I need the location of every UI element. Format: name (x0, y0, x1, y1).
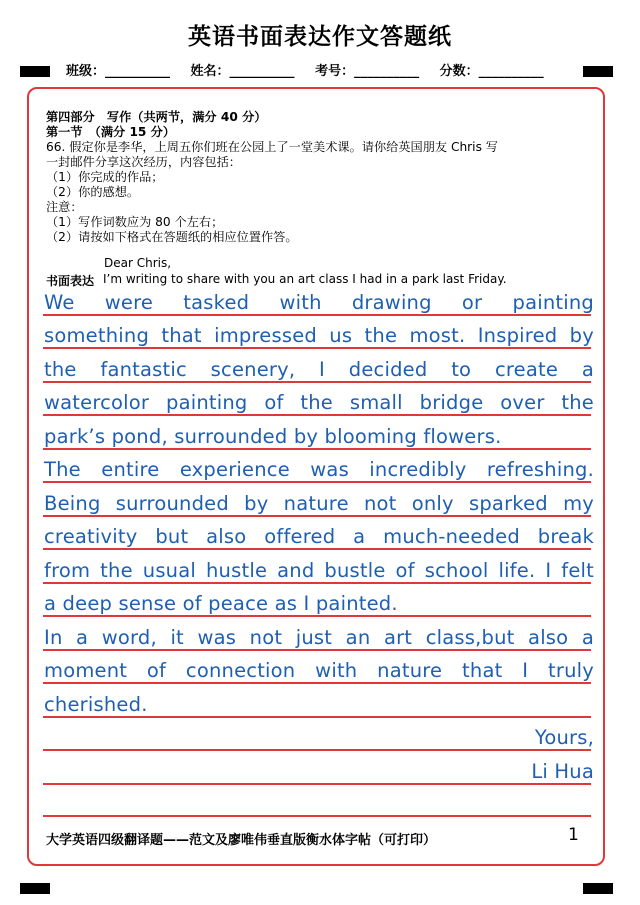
opening-sentence: I’m writing to share with you an art class I had in a park last Friday. (103, 272, 507, 286)
corner-mark-top-left (20, 66, 50, 77)
essay-line: moment of connection with nature that I truly (44, 659, 594, 682)
essay-line: In a word, it was not just an art class,but also a (44, 626, 594, 649)
ruled-line (43, 783, 591, 785)
essay-line: from the usual hustle and bustle of school life. I felt (44, 559, 594, 582)
ruled-line (43, 815, 591, 817)
essay-line: a deep sense of peace as I painted. (44, 592, 398, 615)
section-label: 书面表达 (46, 274, 95, 288)
closing: Yours, (534, 726, 594, 749)
ruled-line (43, 448, 591, 450)
ruled-line (43, 414, 591, 416)
prompt-line: （1）你完成的作品； (46, 170, 164, 184)
essay-line: watercolor painting of the small bridge over the (44, 391, 594, 414)
corner-mark-bottom-left (20, 883, 50, 894)
essay-line: something that impressed us the most. Inspired by (44, 324, 594, 347)
student-info-row (66, 60, 560, 79)
ruled-line (43, 314, 591, 316)
prompt-line: 第四部分 写作（共两节，满分 40 分） (46, 110, 267, 124)
prompt-line: （2）请按如下格式在答题纸的相应位置作答。 (46, 230, 298, 244)
ruled-line (43, 716, 591, 718)
corner-mark-top-right (583, 66, 613, 77)
essay-line: park’s pond, surrounded by blooming flowers. (44, 425, 502, 448)
ruled-line (43, 682, 591, 684)
writing-prompt (46, 110, 606, 245)
essay-line: cherished. (44, 693, 148, 716)
essay-line: the fantastic scenery, I decided to create a (44, 358, 594, 381)
ruled-line (43, 381, 591, 383)
prompt-line: 第一节 （满分 15 分） (46, 125, 176, 139)
prompt-line: （2）你的感想。 (46, 185, 140, 199)
prompt-line: （1）写作词数应为 80 个左右； (46, 215, 224, 229)
prompt-line: 一封邮件分享这次经历，内容包括： (46, 155, 241, 169)
prompt-line: 66. 假定你是李华，上周五你们班在公园上了一堂美术课。请你给英国朋友 Chris 写 (46, 140, 498, 154)
exam-number-field[interactable]: 考号：__________ (315, 64, 420, 79)
ruled-line (43, 347, 591, 349)
ruled-line (43, 615, 591, 617)
corner-mark-bottom-right (583, 883, 613, 894)
class-field[interactable]: 班级：__________ (66, 64, 171, 79)
essay-line: We were tasked with drawing or painting (44, 291, 594, 314)
name-field[interactable]: 姓名：__________ (190, 64, 295, 79)
essay-line: Being surrounded by nature not only sparked my (44, 492, 594, 515)
ruled-line (43, 515, 591, 517)
score-field[interactable]: 分数：__________ (439, 64, 544, 79)
page-title: 英语书面表达作文答题纸 (188, 24, 452, 50)
ruled-line (43, 582, 591, 584)
essay-line: The entire experience was incredibly refreshing. (44, 458, 594, 481)
page-number: 1 (568, 825, 579, 845)
greeting: Dear Chris, (104, 256, 172, 270)
ruled-line (43, 481, 591, 483)
ruled-line (43, 649, 591, 651)
signature: Li Hua (531, 760, 594, 783)
prompt-line: 注意： (46, 200, 83, 214)
ruled-line (43, 548, 591, 550)
footer-caption: 大学英语四级翻译题——范文及廖唯伟垂直版衡水体字帖（可打印） (46, 833, 437, 848)
ruled-line (43, 749, 591, 751)
essay-line: creativity but also offered a much-needed break (44, 525, 594, 548)
